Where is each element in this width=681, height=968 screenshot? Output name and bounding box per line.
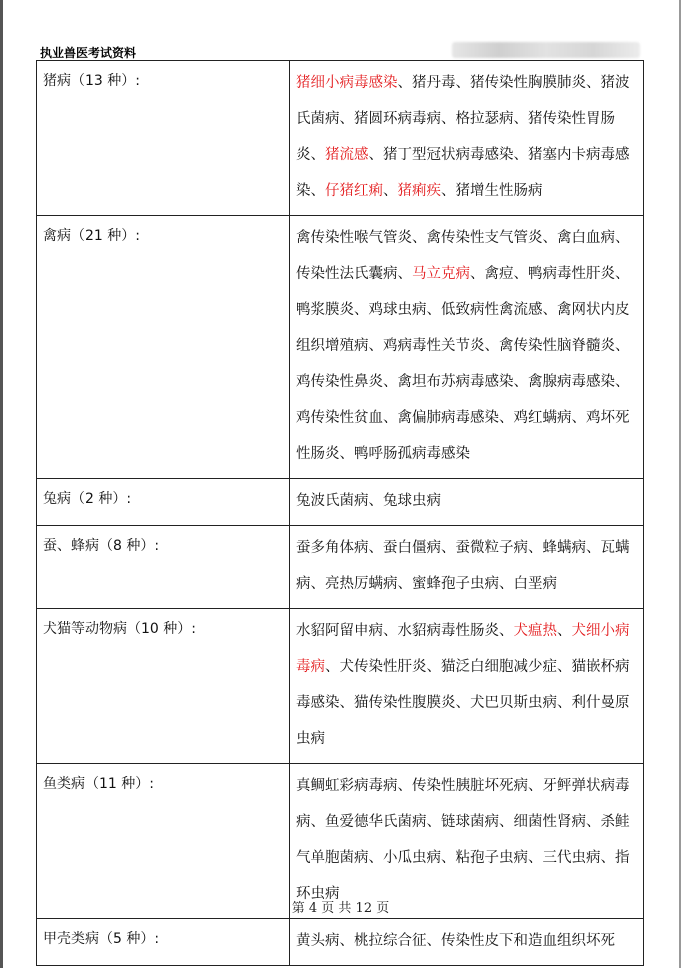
- blurred-watermark: [452, 42, 640, 58]
- disease-list-cell: [290, 919, 644, 966]
- category-cell: 犬猫等动物病（10 种）:: [37, 609, 290, 764]
- disease-text: 、猪丹毒、猪传染性胸膜肺炎、猪波氏菌病、猪圆环病毒病、格拉瑟病、猪传染性胃肠炎、: [296, 75, 630, 163]
- disease-text: 禽传染性喉气管炎、禽传染性支气管炎、禽白血病、传染性法氏囊病、: [296, 230, 630, 282]
- table-row: [37, 526, 644, 609]
- disease-text: 、猪丁型冠状病毒感染、猪塞内卡病毒感染、: [296, 147, 630, 199]
- highlighted-disease: 猪细小病毒感染: [296, 75, 398, 91]
- disease-list-cell: [290, 764, 644, 919]
- category-cell: 甲壳类病（5 种）:: [37, 919, 290, 966]
- category-cell: 蚕、蜂病（8 种）:: [37, 526, 290, 609]
- category-cell: 兔病（2 种）:: [37, 479, 290, 526]
- disease-list-cell: [290, 479, 644, 526]
- disease-text: 水貂阿留申病、水貂病毒性肠炎、: [296, 623, 514, 639]
- page-left-edge: [0, 0, 3, 968]
- category-cell: 禽病（21 种）:: [37, 216, 290, 479]
- highlighted-disease: 仔猪红痢: [325, 183, 383, 199]
- highlighted-disease: 猪痢疾: [397, 183, 441, 199]
- page-header-title: 执业兽医考试资料: [40, 46, 137, 60]
- table-row: [37, 479, 644, 526]
- disease-text: 、: [383, 183, 398, 199]
- disease-text: 、犬传染性肝炎、猫泛白细胞减少症、猫嵌杯病毒感染、猫传染性腹膜炎、犬巴贝斯虫病、利什曼原虫病: [296, 659, 630, 747]
- disease-list-cell: [290, 216, 644, 479]
- disease-list-cell: [290, 609, 644, 764]
- highlighted-disease: 犬细小病毒病: [296, 623, 630, 675]
- table-row: [37, 61, 644, 216]
- disease-table: [36, 60, 644, 966]
- disease-text: 、猪增生性肠病: [441, 183, 543, 199]
- disease-text: 黄头病、桃拉综合征、传染性皮下和造血组织坏死: [296, 933, 615, 949]
- disease-list-cell: [290, 526, 644, 609]
- table-row: [37, 216, 644, 479]
- highlighted-disease: 犬瘟热: [513, 623, 557, 639]
- table-row: [37, 919, 644, 966]
- category-cell: 鱼类病（11 种）:: [37, 764, 290, 919]
- table-row: [37, 764, 644, 919]
- disease-text: 蚕多角体病、蚕白僵病、蚕微粒子病、蜂螨病、瓦螨病、亮热厉螨病、蜜蜂孢子虫病、白垩病: [296, 540, 630, 592]
- disease-list-cell: [290, 61, 644, 216]
- page-footer: 第 4 页 共 12 页: [291, 901, 390, 916]
- highlighted-disease: 马立克病: [412, 266, 470, 282]
- category-cell: 猪病（13 种）:: [37, 61, 290, 216]
- disease-text: 、禽痘、鸭病毒性肝炎、鸭浆膜炎、鸡球虫病、低致病性禽流感、禽网状内皮组织增殖病、鸡病毒性关节炎、禽传染性脑脊髓炎、鸡传染性鼻炎、禽坦布苏病毒感染、禽腺病毒感染、鸡传染性贫血、禽偏肺病毒感染、鸡红螨病、鸡坏死性肠炎、鸭呼肠孤病毒感染: [296, 266, 630, 462]
- highlighted-disease: 猪流感: [325, 147, 369, 163]
- disease-text: 真鲷虹彩病毒病、传染性胰脏坏死病、牙鲆弹状病毒病、鱼爱德华氏菌病、链球菌病、细菌性肾病、杀鲑气单胞菌病、小瓜虫病、粘孢子虫病、三代虫病、指环虫病: [296, 778, 630, 902]
- table-row: [37, 609, 644, 764]
- disease-text: 兔波氏菌病、兔球虫病: [296, 493, 441, 509]
- disease-text: 、: [557, 623, 572, 639]
